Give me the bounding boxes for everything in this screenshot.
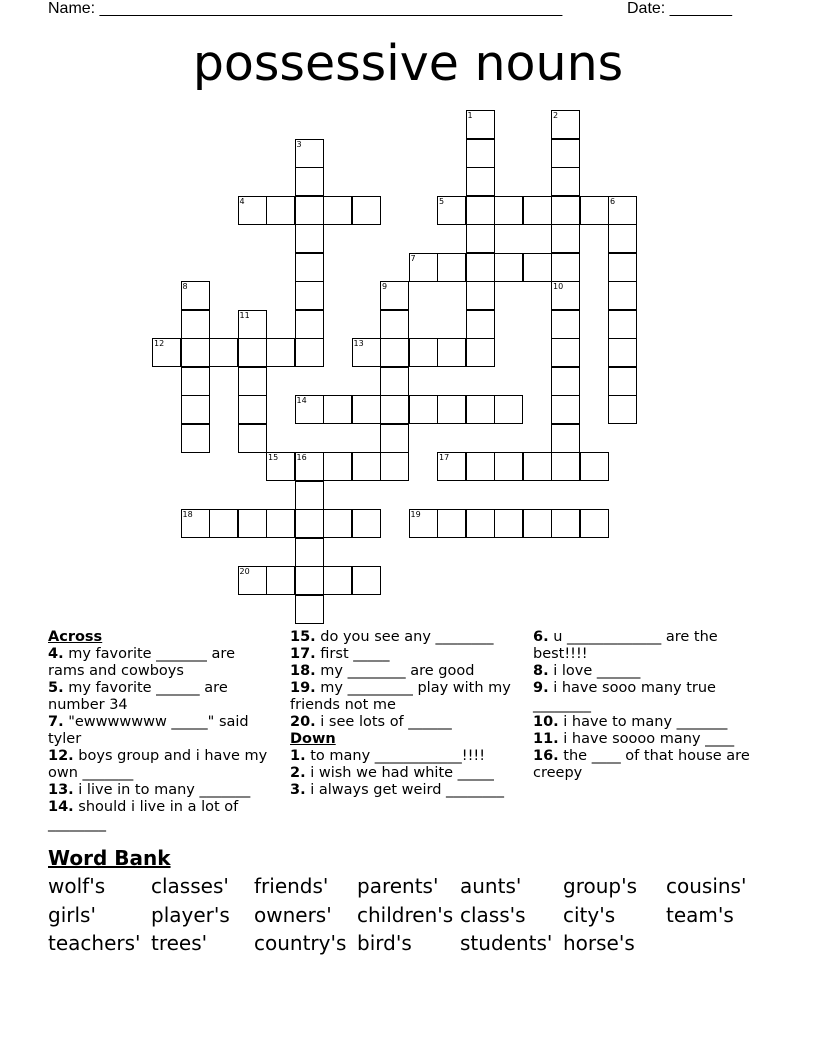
- clue-number: 3.: [290, 782, 306, 798]
- clue-text: first _____: [315, 646, 390, 662]
- crossword-cell[interactable]: [266, 452, 295, 481]
- word-bank-title: Word Bank: [48, 846, 171, 870]
- crossword-cell[interactable]: [494, 196, 523, 225]
- crossword-cell[interactable]: [551, 395, 580, 424]
- clue-text: i wish we had white _____: [305, 765, 494, 781]
- crossword-cell[interactable]: [152, 338, 181, 367]
- word-bank-item: trees': [151, 931, 208, 955]
- crossword-cell[interactable]: [380, 338, 409, 367]
- word-bank-item: children's: [357, 902, 454, 927]
- crossword-cell[interactable]: [352, 452, 381, 481]
- clue-across-18: [290, 663, 518, 680]
- crossword-cell[interactable]: [608, 253, 637, 282]
- crossword-cell[interactable]: [551, 338, 580, 367]
- clues-column-3: [533, 629, 767, 782]
- crossword-cell[interactable]: [295, 452, 324, 481]
- crossword-cell[interactable]: [580, 196, 609, 225]
- clue-down-10: [533, 714, 767, 731]
- crossword-cell[interactable]: [295, 395, 324, 424]
- crossword-cell[interactable]: [608, 281, 637, 310]
- cell-number: 2: [553, 111, 559, 120]
- word-bank-item: player's: [151, 902, 230, 927]
- crossword-cell[interactable]: [551, 196, 580, 225]
- word-bank-item: wolf's: [48, 874, 106, 898]
- crossword-cell[interactable]: [181, 338, 210, 367]
- crossword-cell[interactable]: [295, 139, 324, 168]
- crossword-cell[interactable]: [551, 509, 580, 538]
- cell-number: 14: [296, 396, 307, 405]
- crossword-cell[interactable]: [466, 110, 495, 139]
- crossword-cell[interactable]: [238, 367, 267, 396]
- cell-number: 11: [239, 310, 250, 320]
- clue-number: 2.: [290, 765, 306, 781]
- clue-across-15: [290, 629, 518, 646]
- across-heading: Across: [48, 629, 103, 645]
- crossword-cell[interactable]: [437, 452, 466, 481]
- clue-number: 1.: [290, 748, 306, 764]
- crossword-cell[interactable]: [181, 509, 210, 538]
- clue-across-14: [48, 799, 276, 833]
- crossword-cell[interactable]: [295, 538, 324, 567]
- crossword-cell[interactable]: [409, 509, 438, 538]
- crossword-cell[interactable]: [352, 395, 381, 424]
- crossword-cell[interactable]: [380, 395, 409, 424]
- crossword-cell[interactable]: [551, 224, 580, 253]
- crossword-cell[interactable]: [466, 281, 495, 310]
- crossword-cell[interactable]: [437, 338, 466, 367]
- clue-number: 17.: [290, 646, 316, 662]
- clue-text: i love ______: [548, 663, 641, 679]
- word-bank-item: bird's: [357, 931, 412, 955]
- clue-text: i have sooo many true ________: [533, 680, 716, 713]
- word-bank-item: city's: [563, 902, 616, 927]
- clue-down-6: [533, 629, 767, 663]
- clue-number: 18.: [290, 663, 316, 679]
- crossword-cell[interactable]: [551, 110, 580, 139]
- clue-across-7: [48, 714, 276, 748]
- clue-across-13: [48, 782, 276, 799]
- crossword-cell[interactable]: [352, 338, 381, 367]
- clue-text: my _________ play with my friends not me: [290, 680, 511, 713]
- crossword-cell[interactable]: [466, 167, 495, 196]
- crossword-cell[interactable]: [323, 196, 352, 225]
- crossword-cell[interactable]: [580, 452, 609, 481]
- crossword-cell[interactable]: [295, 595, 324, 624]
- cell-number: 20: [239, 567, 250, 576]
- cell-number: 7: [410, 253, 416, 263]
- crossword-cell[interactable]: [437, 253, 466, 282]
- crossword-cell[interactable]: [551, 167, 580, 196]
- crossword-cell[interactable]: [295, 196, 324, 225]
- clue-text: boys group and i have my own _______: [48, 748, 268, 781]
- down-heading: Down: [290, 731, 336, 747]
- crossword-cell[interactable]: [295, 338, 324, 367]
- crossword-cell[interactable]: [466, 196, 495, 225]
- clue-number: 14.: [48, 799, 74, 815]
- cell-number: 12: [154, 339, 165, 348]
- crossword-cell[interactable]: [380, 281, 409, 310]
- crossword-cell[interactable]: [551, 424, 580, 453]
- crossword-cell[interactable]: [266, 566, 295, 595]
- crossword-cell[interactable]: [266, 509, 295, 538]
- clue-down-16: [533, 748, 767, 782]
- clue-number: 8.: [533, 663, 549, 679]
- crossword-cell[interactable]: [551, 253, 580, 282]
- cell-number: 3: [296, 139, 302, 149]
- crossword-cell[interactable]: [295, 281, 324, 310]
- cell-number: 17: [439, 453, 450, 462]
- crossword-cell[interactable]: [437, 509, 466, 538]
- clue-number: 4.: [48, 646, 64, 662]
- crossword-cell[interactable]: [466, 452, 495, 481]
- word-bank-item: parents': [357, 874, 439, 898]
- crossword-cell[interactable]: [466, 224, 495, 253]
- clue-across-4: [48, 646, 276, 680]
- crossword-cell[interactable]: [380, 424, 409, 453]
- crossword-cell[interactable]: [266, 196, 295, 225]
- clues-column-2: [290, 629, 518, 799]
- crossword-cell[interactable]: [608, 395, 637, 424]
- crossword-cell[interactable]: [409, 338, 438, 367]
- clue-down-8: [533, 663, 767, 680]
- crossword-cell[interactable]: [323, 452, 352, 481]
- crossword-cell[interactable]: [523, 452, 552, 481]
- clue-number: 20.: [290, 714, 316, 730]
- clue-text: i always get weird ________: [305, 782, 505, 798]
- crossword-cell[interactable]: [523, 509, 552, 538]
- crossword-cell[interactable]: [209, 338, 238, 367]
- crossword-cell[interactable]: [238, 424, 267, 453]
- word-bank-item: owners': [254, 902, 332, 927]
- crossword-cell[interactable]: [352, 196, 381, 225]
- clues-column-1: [48, 629, 276, 833]
- crossword-cell[interactable]: [494, 509, 523, 538]
- word-bank-item: aunts': [460, 874, 522, 898]
- crossword-cell[interactable]: [295, 167, 324, 196]
- clue-number: 7.: [48, 714, 64, 730]
- crossword-cell[interactable]: [181, 424, 210, 453]
- crossword-cell[interactable]: [181, 395, 210, 424]
- crossword-cell[interactable]: [209, 509, 238, 538]
- crossword-cell[interactable]: [409, 395, 438, 424]
- clue-number: 12.: [48, 748, 74, 764]
- clue-down-11: [533, 731, 767, 748]
- crossword-cell[interactable]: [323, 566, 352, 595]
- crossword-cell[interactable]: [380, 452, 409, 481]
- clue-text: i have to many _______: [558, 714, 728, 730]
- word-bank-item: cousins': [666, 874, 747, 898]
- word-bank-item: team's: [666, 902, 734, 927]
- cell-number: 16: [296, 453, 307, 462]
- clue-number: 16.: [533, 748, 559, 764]
- clue-across-12: [48, 748, 276, 782]
- crossword-cell[interactable]: [494, 452, 523, 481]
- clue-number: 9.: [533, 680, 549, 696]
- clue-down-3: [290, 782, 518, 799]
- clue-number: 11.: [533, 731, 559, 747]
- cell-number: 13: [353, 339, 364, 348]
- crossword-cell[interactable]: [295, 481, 324, 510]
- crossword-cell[interactable]: [551, 367, 580, 396]
- cell-number: 19: [410, 510, 421, 519]
- clue-down-1: [290, 748, 518, 765]
- crossword-cell[interactable]: [551, 452, 580, 481]
- word-bank-item: class's: [460, 902, 526, 927]
- clue-across-17: [290, 646, 518, 663]
- clue-down-9: [533, 680, 767, 714]
- word-bank-item: friends': [254, 874, 329, 898]
- clue-text: the ____ of that house are creepy: [533, 748, 750, 781]
- crossword-cell[interactable]: [551, 310, 580, 339]
- crossword-cell[interactable]: [494, 395, 523, 424]
- cell-number: 6: [610, 196, 616, 206]
- crossword-cell[interactable]: [266, 338, 295, 367]
- crossword-cell[interactable]: [238, 196, 267, 225]
- word-bank-item: country's: [254, 931, 347, 955]
- clue-text: my favorite ______ are number 34: [48, 680, 228, 713]
- crossword-cell[interactable]: [181, 310, 210, 339]
- cell-number: 10: [553, 282, 564, 291]
- crossword-cell[interactable]: [551, 139, 580, 168]
- clue-number: 19.: [290, 680, 316, 696]
- page-title: possessive nouns: [192, 35, 624, 92]
- cell-number: 1: [467, 111, 473, 120]
- crossword-cell[interactable]: [437, 196, 466, 225]
- crossword-cell[interactable]: [238, 338, 267, 367]
- clue-text: i live in to many _______: [73, 782, 251, 798]
- word-bank-item: teachers': [48, 931, 141, 955]
- crossword-cell[interactable]: [238, 310, 267, 339]
- crossword-cell[interactable]: [466, 310, 495, 339]
- crossword-cell[interactable]: [466, 253, 495, 282]
- clue-text: u _____________ are the best!!!!: [533, 629, 718, 662]
- crossword-cell[interactable]: [466, 338, 495, 367]
- crossword-cell[interactable]: [295, 566, 324, 595]
- clue-text: do you see any ________: [315, 629, 494, 645]
- crossword-cell[interactable]: [466, 509, 495, 538]
- word-bank-item: students': [460, 931, 553, 955]
- crossword-cell[interactable]: [608, 196, 637, 225]
- clue-number: 10.: [533, 714, 559, 730]
- cell-number: 4: [239, 196, 245, 206]
- cell-number: 9: [382, 282, 388, 291]
- crossword-cell[interactable]: [608, 310, 637, 339]
- crossword-cell[interactable]: [238, 509, 267, 538]
- crossword-cell[interactable]: [380, 310, 409, 339]
- crossword-cell[interactable]: [181, 367, 210, 396]
- word-bank-item: group's: [563, 874, 638, 898]
- crossword-cell[interactable]: [494, 253, 523, 282]
- crossword-cell[interactable]: [580, 509, 609, 538]
- clue-number: 5.: [48, 680, 64, 696]
- word-bank-item: girls': [48, 902, 96, 927]
- name-field-label[interactable]: Name: ____________________________________________________: [48, 0, 563, 17]
- crossword-cell[interactable]: [466, 395, 495, 424]
- clue-number: 13.: [48, 782, 74, 798]
- crossword-cell[interactable]: [295, 253, 324, 282]
- word-bank-item: classes': [151, 874, 229, 898]
- clue-text: i have soooo many ____: [558, 731, 735, 747]
- cell-number: 18: [182, 510, 193, 519]
- clue-across-19: [290, 680, 518, 714]
- clue-text: my favorite _______ are rams and cowboys: [48, 646, 235, 679]
- word-bank-item: horse's: [563, 931, 635, 955]
- crossword-cell[interactable]: [523, 253, 552, 282]
- clue-number: 6.: [533, 629, 549, 645]
- crossword-cell[interactable]: [409, 253, 438, 282]
- crossword-cell[interactable]: [523, 196, 552, 225]
- crossword-cell[interactable]: [295, 509, 324, 538]
- cell-number: 8: [182, 282, 188, 291]
- clue-across-5: [48, 680, 276, 714]
- crossword-cell[interactable]: [323, 509, 352, 538]
- crossword-cell[interactable]: [551, 281, 580, 310]
- crossword-cell[interactable]: [437, 395, 466, 424]
- date-field-label[interactable]: Date: _______: [627, 0, 732, 17]
- crossword-cell[interactable]: [608, 224, 637, 253]
- crossword-cell[interactable]: [238, 395, 267, 424]
- crossword-cell[interactable]: [181, 281, 210, 310]
- crossword-cell[interactable]: [352, 566, 381, 595]
- crossword-cell[interactable]: [380, 367, 409, 396]
- clue-text: should i live in a lot of ________: [48, 799, 239, 832]
- crossword-cell[interactable]: [608, 338, 637, 367]
- clue-number: 15.: [290, 629, 316, 645]
- clue-text: my ________ are good: [315, 663, 475, 679]
- clue-text: "ewwwwwww _____" said tyler: [48, 714, 249, 747]
- crossword-cell[interactable]: [238, 566, 267, 595]
- clue-down-2: [290, 765, 518, 782]
- clue-across-20: [290, 714, 518, 731]
- crossword-cell[interactable]: [466, 139, 495, 168]
- crossword-cell[interactable]: [323, 395, 352, 424]
- crossword-cell[interactable]: [295, 310, 324, 339]
- clue-text: i see lots of ______: [315, 714, 452, 730]
- crossword-cell[interactable]: [608, 367, 637, 396]
- cell-number: 5: [439, 196, 445, 206]
- crossword-cell[interactable]: [352, 509, 381, 538]
- crossword-cell[interactable]: [295, 224, 324, 253]
- cell-number: 15: [268, 453, 279, 462]
- clue-text: to many ____________!!!!: [305, 748, 486, 764]
